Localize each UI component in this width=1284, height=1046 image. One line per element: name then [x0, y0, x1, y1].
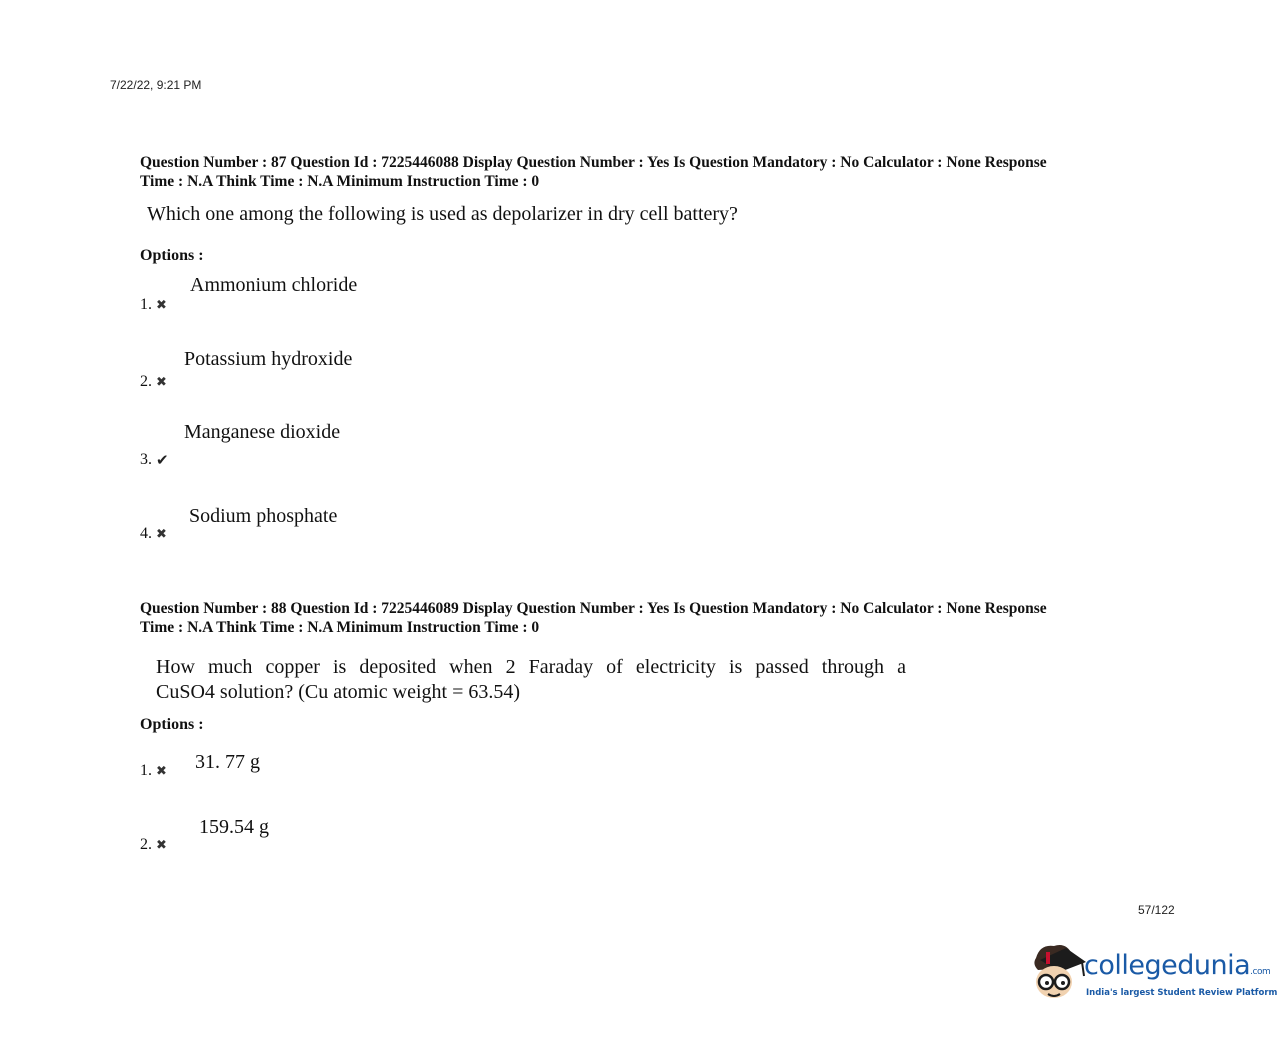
brand-suffix: .com: [1250, 967, 1271, 977]
cross-icon: ✖: [156, 837, 167, 853]
option-index: 2.: [140, 836, 152, 853]
question-meta-line: Time : N.A Think Time : N.A Minimum Instruction Time : 0: [140, 173, 540, 190]
option-text: Potassium hydroxide: [184, 348, 353, 370]
question-meta-line: Question Number : 88 Question Id : 7225446089 Display Question Number : Yes Is Question Mandatory : No Calculator : None Response: [140, 600, 1047, 617]
option-number: [140, 762, 167, 780]
option-number: [140, 525, 167, 543]
brand-tagline: India's largest Student Review Platform: [1086, 988, 1278, 998]
options-label: Options :: [140, 247, 204, 264]
brand-wordmark: collegedunia: [1084, 950, 1251, 981]
option-number: [140, 451, 169, 469]
question-meta: [140, 599, 1170, 637]
brand-name: [1084, 950, 1270, 981]
option-index: 3.: [140, 451, 152, 468]
collegedunia-mascot-icon: [1026, 940, 1086, 1008]
option-text: Manganese dioxide: [184, 421, 341, 443]
question-text-continued: CuSO4 solution? (Cu atomic weight = 63.54): [156, 681, 521, 703]
option-index: 1.: [140, 296, 152, 313]
question-text: Which one among the following is used as depolarizer in dry cell battery?: [147, 203, 738, 225]
option-text: 159.54 g: [199, 816, 269, 838]
question-meta-line: Question Number : 87 Question Id : 7225446088 Display Question Number : Yes Is Question Mandatory : No Calculator : None Response: [140, 154, 1047, 171]
option-text: 31. 77 g: [195, 751, 260, 773]
cross-icon: ✖: [156, 374, 167, 390]
cross-icon: ✖: [156, 297, 167, 313]
option-index: 1.: [140, 762, 152, 779]
options-label: Options :: [140, 716, 204, 733]
option-index: 4.: [140, 525, 152, 542]
question-meta-line: Time : N.A Think Time : N.A Minimum Instruction Time : 0: [140, 619, 540, 636]
option-index: 2.: [140, 373, 152, 390]
option-text: Ammonium chloride: [190, 274, 358, 296]
option-text: Sodium phosphate: [189, 505, 338, 527]
cross-icon: ✖: [156, 526, 167, 542]
check-icon: ✔: [156, 451, 169, 469]
option-number: [140, 296, 167, 314]
page-number: 57/122: [1138, 903, 1175, 917]
option-number: [140, 373, 167, 391]
cross-icon: ✖: [156, 763, 167, 779]
print-timestamp: 7/22/22, 9:21 PM: [110, 78, 202, 92]
question-meta: [140, 153, 1170, 191]
option-number: [140, 836, 167, 854]
question-text: How much copper is deposited when 2 Faraday of electricity is passed through a: [156, 656, 906, 678]
